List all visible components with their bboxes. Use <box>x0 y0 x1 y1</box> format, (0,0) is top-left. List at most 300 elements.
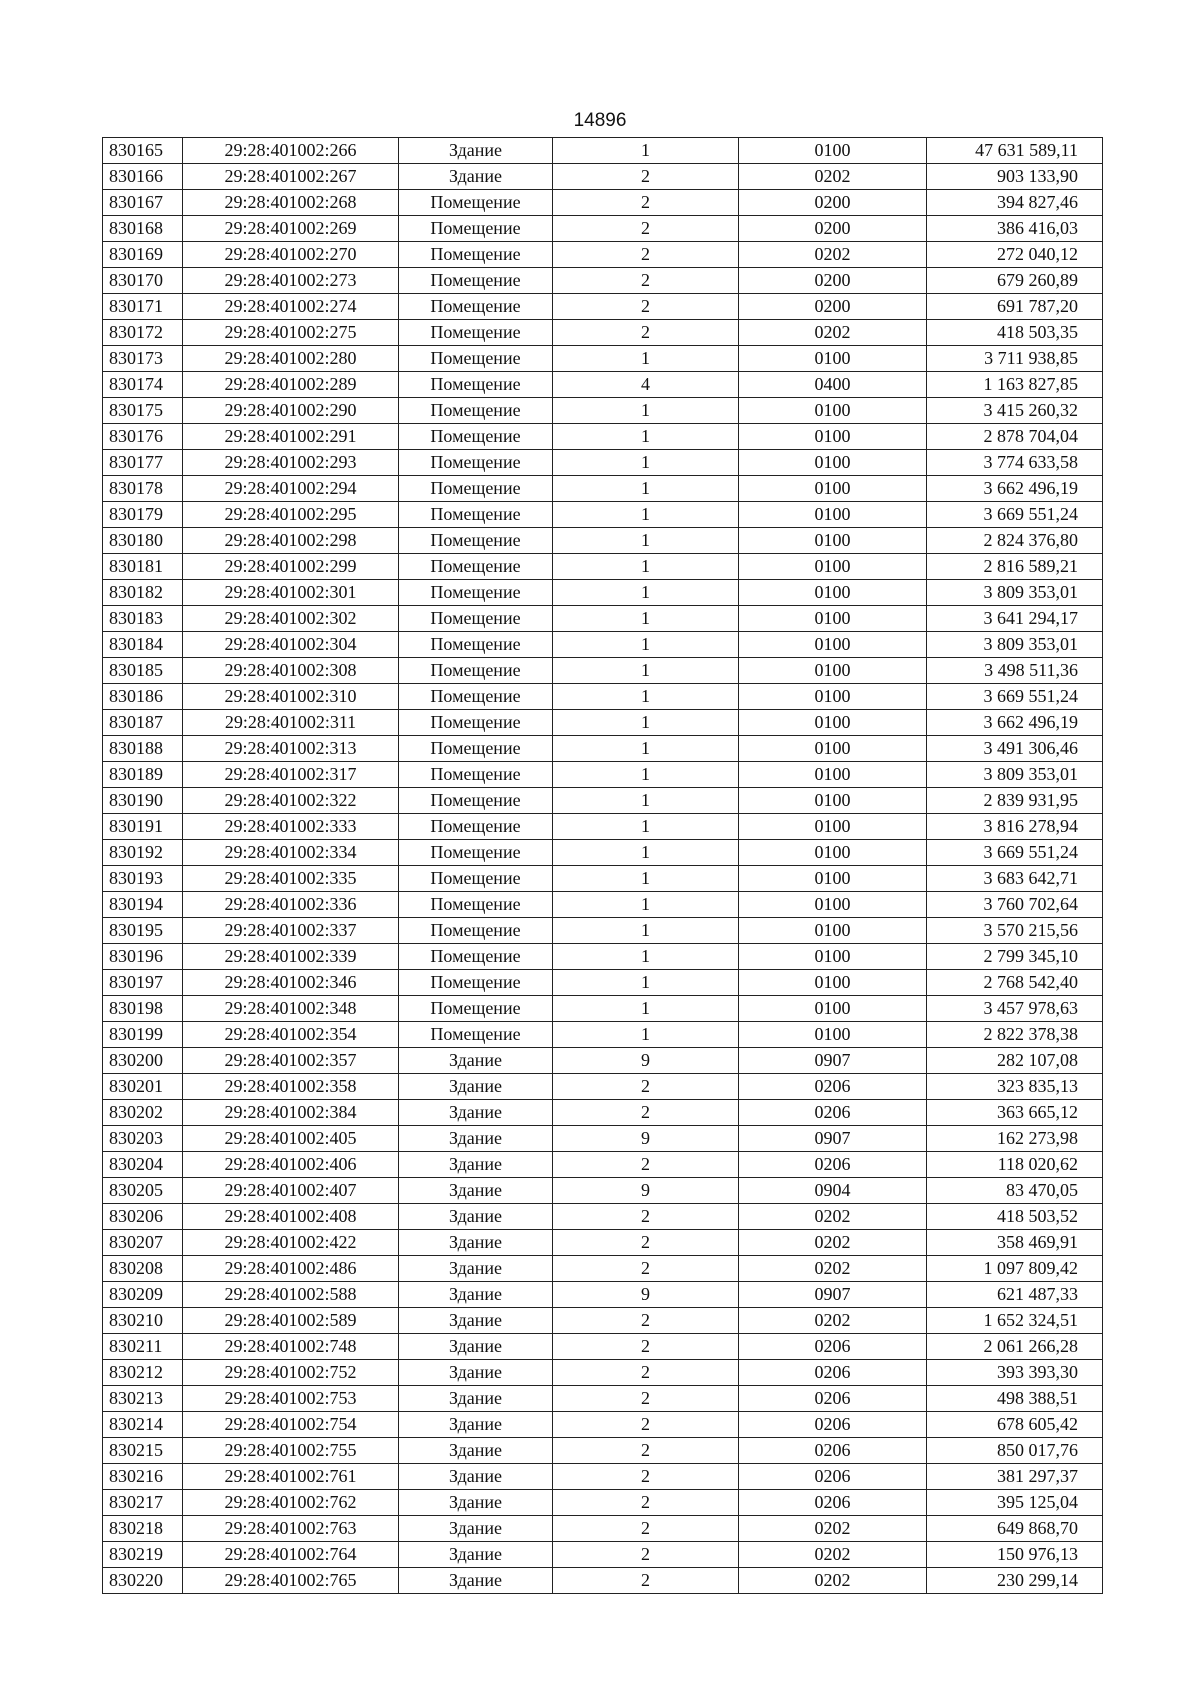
table-row <box>103 1048 1103 1074</box>
row-number-cell: 830191 <box>103 814 183 840</box>
row-number-cell: 830203 <box>103 1126 183 1152</box>
group-cell: 1 <box>553 398 739 424</box>
row-number-cell: 830201 <box>103 1074 183 1100</box>
subgroup-code-cell: 0202 <box>739 1542 927 1568</box>
subgroup-code-cell: 0206 <box>739 1386 927 1412</box>
group-cell: 2 <box>553 1464 739 1490</box>
object-type-cell: Помещение <box>399 918 553 944</box>
cadastral-value-cell: 3 669 551,24 <box>927 840 1103 866</box>
cadastral-value-cell: 1 163 827,85 <box>927 372 1103 398</box>
row-number-cell: 830197 <box>103 970 183 996</box>
table-row <box>103 1230 1103 1256</box>
table-row <box>103 580 1103 606</box>
cadastral-number-cell: 29:28:401002:304 <box>183 632 399 658</box>
row-number-cell: 830192 <box>103 840 183 866</box>
row-number-cell: 830187 <box>103 710 183 736</box>
subgroup-code-cell: 0202 <box>739 320 927 346</box>
cadastral-value-cell: 150 976,13 <box>927 1542 1103 1568</box>
subgroup-code-cell: 0907 <box>739 1282 927 1308</box>
cadastral-value-cell: 394 827,46 <box>927 190 1103 216</box>
group-cell: 4 <box>553 372 739 398</box>
subgroup-code-cell: 0100 <box>739 684 927 710</box>
cadastral-number-cell: 29:28:401002:333 <box>183 814 399 840</box>
object-type-cell: Здание <box>399 1100 553 1126</box>
cadastral-number-cell: 29:28:401002:274 <box>183 294 399 320</box>
object-type-cell: Помещение <box>399 1022 553 1048</box>
object-type-cell: Здание <box>399 1438 553 1464</box>
row-number-cell: 830180 <box>103 528 183 554</box>
object-type-cell: Здание <box>399 1490 553 1516</box>
table-row <box>103 1386 1103 1412</box>
subgroup-code-cell: 0202 <box>739 1516 927 1542</box>
cadastral-value-cell: 3 683 642,71 <box>927 866 1103 892</box>
group-cell: 1 <box>553 684 739 710</box>
subgroup-code-cell: 0100 <box>739 554 927 580</box>
group-cell: 2 <box>553 1412 739 1438</box>
table-row <box>103 554 1103 580</box>
row-number-cell: 830207 <box>103 1230 183 1256</box>
table-row <box>103 294 1103 320</box>
group-cell: 9 <box>553 1048 739 1074</box>
object-type-cell: Здание <box>399 1126 553 1152</box>
row-number-cell: 830177 <box>103 450 183 476</box>
cadastral-value-cell: 393 393,30 <box>927 1360 1103 1386</box>
subgroup-code-cell: 0100 <box>739 814 927 840</box>
subgroup-code-cell: 0907 <box>739 1048 927 1074</box>
group-cell: 2 <box>553 1542 739 1568</box>
table-row <box>103 1152 1103 1178</box>
subgroup-code-cell: 0202 <box>739 1256 927 1282</box>
object-type-cell: Здание <box>399 1308 553 1334</box>
group-cell: 1 <box>553 840 739 866</box>
table-row <box>103 398 1103 424</box>
subgroup-code-cell: 0206 <box>739 1074 927 1100</box>
row-number-cell: 830209 <box>103 1282 183 1308</box>
subgroup-code-cell: 0400 <box>739 372 927 398</box>
object-type-cell: Помещение <box>399 944 553 970</box>
row-number-cell: 830212 <box>103 1360 183 1386</box>
object-type-cell: Помещение <box>399 424 553 450</box>
object-type-cell: Здание <box>399 1152 553 1178</box>
subgroup-code-cell: 0100 <box>739 346 927 372</box>
object-type-cell: Помещение <box>399 762 553 788</box>
table-body <box>103 138 1103 1594</box>
table-row <box>103 528 1103 554</box>
group-cell: 9 <box>553 1282 739 1308</box>
group-cell: 2 <box>553 190 739 216</box>
object-type-cell: Помещение <box>399 320 553 346</box>
group-cell: 1 <box>553 580 739 606</box>
subgroup-code-cell: 0100 <box>739 736 927 762</box>
cadastral-value-cell: 47 631 589,11 <box>927 138 1103 164</box>
object-type-cell: Помещение <box>399 554 553 580</box>
cadastral-number-cell: 29:28:401002:308 <box>183 658 399 684</box>
subgroup-code-cell: 0100 <box>739 762 927 788</box>
table-row <box>103 1100 1103 1126</box>
cadastral-number-cell: 29:28:401002:269 <box>183 216 399 242</box>
cadastral-number-cell: 29:28:401002:589 <box>183 1308 399 1334</box>
page-number: 14896 <box>573 110 627 131</box>
cadastral-value-cell: 3 669 551,24 <box>927 684 1103 710</box>
cadastral-number-cell: 29:28:401002:765 <box>183 1568 399 1594</box>
group-cell: 1 <box>553 658 739 684</box>
group-cell: 1 <box>553 450 739 476</box>
row-number-cell: 830193 <box>103 866 183 892</box>
object-type-cell: Помещение <box>399 892 553 918</box>
group-cell: 2 <box>553 1308 739 1334</box>
cadastral-value-cell: 2 878 704,04 <box>927 424 1103 450</box>
cadastral-number-cell: 29:28:401002:764 <box>183 1542 399 1568</box>
object-type-cell: Помещение <box>399 866 553 892</box>
group-cell: 1 <box>553 970 739 996</box>
subgroup-code-cell: 0200 <box>739 294 927 320</box>
object-type-cell: Помещение <box>399 528 553 554</box>
cadastral-number-cell: 29:28:401002:291 <box>183 424 399 450</box>
object-type-cell: Помещение <box>399 684 553 710</box>
object-type-cell: Здание <box>399 164 553 190</box>
cadastral-number-cell: 29:28:401002:293 <box>183 450 399 476</box>
subgroup-code-cell: 0100 <box>739 528 927 554</box>
subgroup-code-cell: 0100 <box>739 476 927 502</box>
cadastral-number-cell: 29:28:401002:336 <box>183 892 399 918</box>
row-number-cell: 830213 <box>103 1386 183 1412</box>
group-cell: 2 <box>553 1568 739 1594</box>
cadastral-number-cell: 29:28:401002:754 <box>183 1412 399 1438</box>
object-type-cell: Помещение <box>399 658 553 684</box>
object-type-cell: Помещение <box>399 996 553 1022</box>
object-type-cell: Помещение <box>399 814 553 840</box>
cadastral-number-cell: 29:28:401002:298 <box>183 528 399 554</box>
subgroup-code-cell: 0202 <box>739 1230 927 1256</box>
group-cell: 1 <box>553 502 739 528</box>
object-type-cell: Здание <box>399 1204 553 1230</box>
cadastral-value-cell: 83 470,05 <box>927 1178 1103 1204</box>
subgroup-code-cell: 0206 <box>739 1464 927 1490</box>
object-type-cell: Здание <box>399 1412 553 1438</box>
cadastral-number-cell: 29:28:401002:346 <box>183 970 399 996</box>
cadastral-number-cell: 29:28:401002:405 <box>183 1126 399 1152</box>
cadastral-number-cell: 29:28:401002:311 <box>183 710 399 736</box>
cadastral-value-cell: 395 125,04 <box>927 1490 1103 1516</box>
cadastral-number-cell: 29:28:401002:290 <box>183 398 399 424</box>
cadastral-number-cell: 29:28:401002:302 <box>183 606 399 632</box>
cadastral-value-cell: 3 760 702,64 <box>927 892 1103 918</box>
cadastral-value-cell: 3 816 278,94 <box>927 814 1103 840</box>
group-cell: 2 <box>553 164 739 190</box>
group-cell: 1 <box>553 138 739 164</box>
table-row <box>103 918 1103 944</box>
subgroup-code-cell: 0206 <box>739 1360 927 1386</box>
table-row <box>103 996 1103 1022</box>
row-number-cell: 830211 <box>103 1334 183 1360</box>
cadastral-number-cell: 29:28:401002:299 <box>183 554 399 580</box>
table-row <box>103 1516 1103 1542</box>
subgroup-code-cell: 0100 <box>739 710 927 736</box>
cadastral-value-cell: 230 299,14 <box>927 1568 1103 1594</box>
cadastral-number-cell: 29:28:401002:275 <box>183 320 399 346</box>
table-row <box>103 1568 1103 1594</box>
group-cell: 2 <box>553 216 739 242</box>
group-cell: 1 <box>553 632 739 658</box>
cadastral-value-cell: 323 835,13 <box>927 1074 1103 1100</box>
row-number-cell: 830195 <box>103 918 183 944</box>
subgroup-code-cell: 0100 <box>739 996 927 1022</box>
subgroup-code-cell: 0206 <box>739 1438 927 1464</box>
subgroup-code-cell: 0100 <box>739 398 927 424</box>
object-type-cell: Помещение <box>399 242 553 268</box>
subgroup-code-cell: 0100 <box>739 138 927 164</box>
cadastral-value-cell: 282 107,08 <box>927 1048 1103 1074</box>
cadastral-value-cell: 386 416,03 <box>927 216 1103 242</box>
group-cell: 2 <box>553 1490 739 1516</box>
cadastral-value-cell: 3 498 511,36 <box>927 658 1103 684</box>
table-row <box>103 892 1103 918</box>
table-row <box>103 1360 1103 1386</box>
table-row <box>103 372 1103 398</box>
table-row <box>103 632 1103 658</box>
cadastral-value-cell: 1 652 324,51 <box>927 1308 1103 1334</box>
cadastral-value-cell: 418 503,35 <box>927 320 1103 346</box>
object-type-cell: Помещение <box>399 450 553 476</box>
row-number-cell: 830183 <box>103 606 183 632</box>
row-number-cell: 830188 <box>103 736 183 762</box>
table-row <box>103 1256 1103 1282</box>
row-number-cell: 830175 <box>103 398 183 424</box>
table-row <box>103 138 1103 164</box>
table-row <box>103 190 1103 216</box>
cadastral-value-cell: 358 469,91 <box>927 1230 1103 1256</box>
cadastral-number-cell: 29:28:401002:384 <box>183 1100 399 1126</box>
cadastral-number-cell: 29:28:401002:310 <box>183 684 399 710</box>
cadastral-value-cell: 1 097 809,42 <box>927 1256 1103 1282</box>
group-cell: 9 <box>553 1126 739 1152</box>
row-number-cell: 830210 <box>103 1308 183 1334</box>
object-type-cell: Помещение <box>399 606 553 632</box>
object-type-cell: Здание <box>399 1568 553 1594</box>
cadastral-number-cell: 29:28:401002:280 <box>183 346 399 372</box>
group-cell: 2 <box>553 1386 739 1412</box>
cadastral-value-cell: 3 570 215,56 <box>927 918 1103 944</box>
group-cell: 2 <box>553 294 739 320</box>
subgroup-code-cell: 0100 <box>739 450 927 476</box>
subgroup-code-cell: 0202 <box>739 1204 927 1230</box>
row-number-cell: 830186 <box>103 684 183 710</box>
cadastral-value-cell: 118 020,62 <box>927 1152 1103 1178</box>
cadastral-number-cell: 29:28:401002:267 <box>183 164 399 190</box>
subgroup-code-cell: 0100 <box>739 918 927 944</box>
cadastral-value-cell: 2 839 931,95 <box>927 788 1103 814</box>
cadastral-value-cell: 2 816 589,21 <box>927 554 1103 580</box>
table-row <box>103 814 1103 840</box>
table-row <box>103 268 1103 294</box>
subgroup-code-cell: 0200 <box>739 216 927 242</box>
object-type-cell: Помещение <box>399 216 553 242</box>
row-number-cell: 830185 <box>103 658 183 684</box>
cadastral-number-cell: 29:28:401002:753 <box>183 1386 399 1412</box>
group-cell: 2 <box>553 1204 739 1230</box>
object-type-cell: Здание <box>399 1334 553 1360</box>
row-number-cell: 830170 <box>103 268 183 294</box>
cadastral-number-cell: 29:28:401002:268 <box>183 190 399 216</box>
cadastral-value-cell: 418 503,52 <box>927 1204 1103 1230</box>
row-number-cell: 830204 <box>103 1152 183 1178</box>
object-type-cell: Здание <box>399 1256 553 1282</box>
subgroup-code-cell: 0100 <box>739 424 927 450</box>
cadastral-number-cell: 29:28:401002:337 <box>183 918 399 944</box>
row-number-cell: 830219 <box>103 1542 183 1568</box>
row-number-cell: 830218 <box>103 1516 183 1542</box>
cadastral-value-table <box>102 137 1103 1594</box>
table-row <box>103 164 1103 190</box>
cadastral-number-cell: 29:28:401002:354 <box>183 1022 399 1048</box>
cadastral-value-cell: 850 017,76 <box>927 1438 1103 1464</box>
table-row <box>103 970 1103 996</box>
subgroup-code-cell: 0200 <box>739 190 927 216</box>
table-row <box>103 762 1103 788</box>
table-row <box>103 216 1103 242</box>
group-cell: 2 <box>553 268 739 294</box>
table-row <box>103 1178 1103 1204</box>
group-cell: 1 <box>553 918 739 944</box>
row-number-cell: 830205 <box>103 1178 183 1204</box>
cadastral-number-cell: 29:28:401002:407 <box>183 1178 399 1204</box>
row-number-cell: 830215 <box>103 1438 183 1464</box>
group-cell: 2 <box>553 1334 739 1360</box>
group-cell: 1 <box>553 996 739 1022</box>
object-type-cell: Помещение <box>399 476 553 502</box>
row-number-cell: 830165 <box>103 138 183 164</box>
group-cell: 2 <box>553 1256 739 1282</box>
cadastral-value-cell: 649 868,70 <box>927 1516 1103 1542</box>
group-cell: 2 <box>553 1438 739 1464</box>
table-row <box>103 1334 1103 1360</box>
object-type-cell: Помещение <box>399 788 553 814</box>
cadastral-number-cell: 29:28:401002:422 <box>183 1230 399 1256</box>
row-number-cell: 830198 <box>103 996 183 1022</box>
cadastral-number-cell: 29:28:401002:486 <box>183 1256 399 1282</box>
object-type-cell: Здание <box>399 1516 553 1542</box>
object-type-cell: Здание <box>399 1464 553 1490</box>
table-row <box>103 1438 1103 1464</box>
subgroup-code-cell: 0907 <box>739 1126 927 1152</box>
table-row <box>103 1126 1103 1152</box>
cadastral-number-cell: 29:28:401002:295 <box>183 502 399 528</box>
group-cell: 1 <box>553 606 739 632</box>
object-type-cell: Здание <box>399 138 553 164</box>
subgroup-code-cell: 0202 <box>739 1568 927 1594</box>
row-number-cell: 830169 <box>103 242 183 268</box>
subgroup-code-cell: 0100 <box>739 892 927 918</box>
object-type-cell: Помещение <box>399 736 553 762</box>
subgroup-code-cell: 0202 <box>739 164 927 190</box>
cadastral-number-cell: 29:28:401002:339 <box>183 944 399 970</box>
group-cell: 1 <box>553 424 739 450</box>
group-cell: 1 <box>553 554 739 580</box>
group-cell: 1 <box>553 892 739 918</box>
subgroup-code-cell: 0206 <box>739 1100 927 1126</box>
cadastral-value-cell: 381 297,37 <box>927 1464 1103 1490</box>
table-row <box>103 840 1103 866</box>
object-type-cell: Помещение <box>399 580 553 606</box>
group-cell: 1 <box>553 476 739 502</box>
group-cell: 1 <box>553 866 739 892</box>
group-cell: 1 <box>553 736 739 762</box>
object-type-cell: Здание <box>399 1074 553 1100</box>
cadastral-number-cell: 29:28:401002:317 <box>183 762 399 788</box>
group-cell: 1 <box>553 710 739 736</box>
cadastral-value-cell: 3 457 978,63 <box>927 996 1103 1022</box>
table-row <box>103 866 1103 892</box>
object-type-cell: Здание <box>399 1230 553 1256</box>
cadastral-value-cell: 2 768 542,40 <box>927 970 1103 996</box>
cadastral-number-cell: 29:28:401002:313 <box>183 736 399 762</box>
table-row <box>103 1464 1103 1490</box>
group-cell: 1 <box>553 1022 739 1048</box>
cadastral-number-cell: 29:28:401002:748 <box>183 1334 399 1360</box>
group-cell: 1 <box>553 346 739 372</box>
row-number-cell: 830190 <box>103 788 183 814</box>
group-cell: 9 <box>553 1178 739 1204</box>
row-number-cell: 830202 <box>103 1100 183 1126</box>
cadastral-value-cell: 3 669 551,24 <box>927 502 1103 528</box>
table-row <box>103 320 1103 346</box>
cadastral-value-cell: 3 491 306,46 <box>927 736 1103 762</box>
subgroup-code-cell: 0904 <box>739 1178 927 1204</box>
cadastral-value-cell: 3 809 353,01 <box>927 632 1103 658</box>
subgroup-code-cell: 0202 <box>739 242 927 268</box>
table-row <box>103 450 1103 476</box>
group-cell: 2 <box>553 320 739 346</box>
row-number-cell: 830181 <box>103 554 183 580</box>
subgroup-code-cell: 0100 <box>739 970 927 996</box>
row-number-cell: 830166 <box>103 164 183 190</box>
cadastral-number-cell: 29:28:401002:348 <box>183 996 399 1022</box>
group-cell: 1 <box>553 528 739 554</box>
row-number-cell: 830206 <box>103 1204 183 1230</box>
row-number-cell: 830182 <box>103 580 183 606</box>
group-cell: 1 <box>553 788 739 814</box>
object-type-cell: Помещение <box>399 970 553 996</box>
row-number-cell: 830179 <box>103 502 183 528</box>
row-number-cell: 830189 <box>103 762 183 788</box>
subgroup-code-cell: 0100 <box>739 866 927 892</box>
row-number-cell: 830176 <box>103 424 183 450</box>
cadastral-number-cell: 29:28:401002:266 <box>183 138 399 164</box>
table-row <box>103 658 1103 684</box>
table-row <box>103 502 1103 528</box>
cadastral-value-cell: 3 415 260,32 <box>927 398 1103 424</box>
subgroup-code-cell: 0100 <box>739 580 927 606</box>
cadastral-value-cell: 2 824 376,80 <box>927 528 1103 554</box>
cadastral-value-cell: 2 822 378,38 <box>927 1022 1103 1048</box>
cadastral-number-cell: 29:28:401002:358 <box>183 1074 399 1100</box>
object-type-cell: Помещение <box>399 294 553 320</box>
cadastral-value-cell: 691 787,20 <box>927 294 1103 320</box>
subgroup-code-cell: 0100 <box>739 840 927 866</box>
row-number-cell: 830217 <box>103 1490 183 1516</box>
cadastral-value-cell: 678 605,42 <box>927 1412 1103 1438</box>
row-number-cell: 830216 <box>103 1464 183 1490</box>
row-number-cell: 830173 <box>103 346 183 372</box>
cadastral-value-cell: 3 809 353,01 <box>927 762 1103 788</box>
cadastral-number-cell: 29:28:401002:357 <box>183 1048 399 1074</box>
group-cell: 2 <box>553 1516 739 1542</box>
group-cell: 2 <box>553 1074 739 1100</box>
group-cell: 1 <box>553 762 739 788</box>
table-row <box>103 944 1103 970</box>
cadastral-value-cell: 903 133,90 <box>927 164 1103 190</box>
group-cell: 2 <box>553 1100 739 1126</box>
